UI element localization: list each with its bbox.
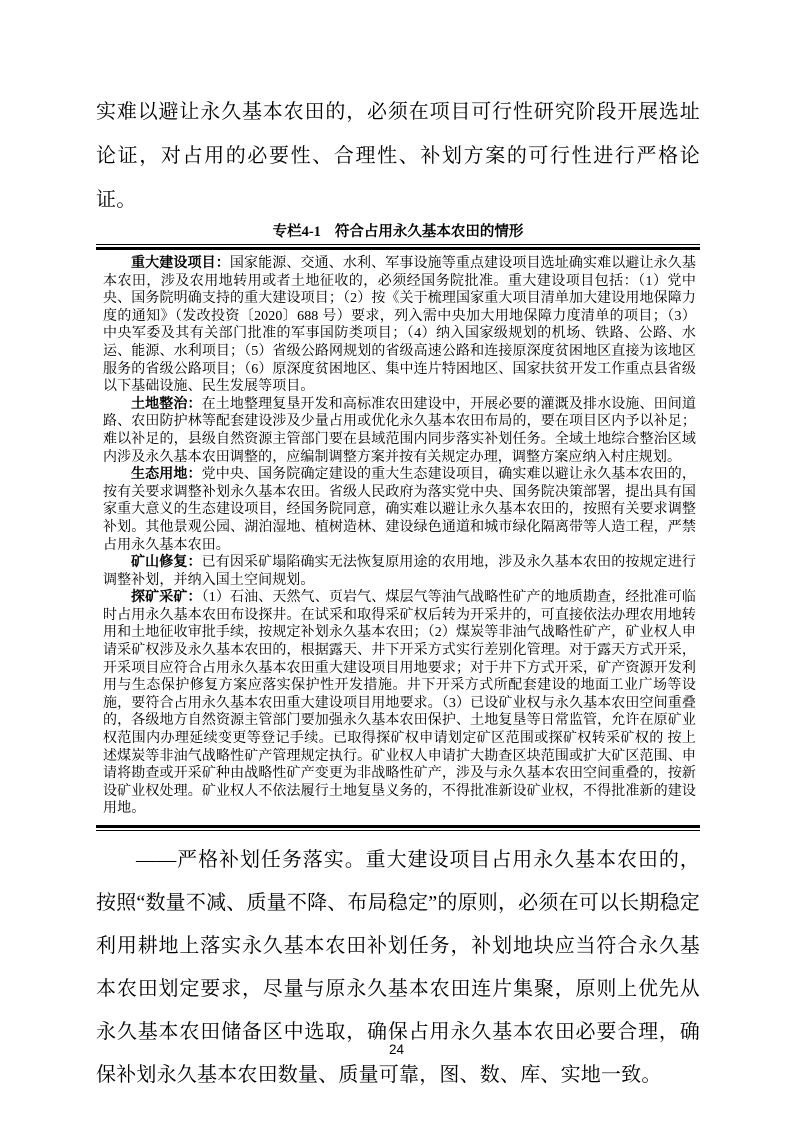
section-text: 已有因采矿塌陷确实无法恢复原用途的农用地，涉及永久基本农田的按规定进行调整补划，并纳入国土空间规划。: [103, 555, 697, 588]
box-label: 专栏4-1: [272, 224, 321, 240]
intro-paragraph: 实难以避让永久基本农田的，必须在项目可行性研究阶段开展选址论证，对占用的必要性、合理性、补划方案的可行性进行严格论证。: [96, 101, 700, 211]
box-title: [96, 222, 700, 244]
box-paragraph-mine-restoration: [103, 554, 696, 589]
section-text: （1）石油、天然气、页岩气、煤层气等油气战略性矿产的地质勘查，经批准可临时占用永久基本农田布设探井。在试采和取得采矿权后转为开采井的，可直接依法办理农用地转用和土地征收审批手续，按规定补划永久基本农田；（2）煤炭等非油气战略性矿产，矿业权人申请采矿权涉及永久基本农田的，根据露天、井下开采方式实行差别化管理。对于露天方式开采，开采项目应符合占用永久基本农田重大建设项目用地要求；对于井下方式开采，矿产资源开发利用与生态保护修复方案应落实保护性开发措施。井下开采方式所配套建设的地面工业广场等设施，要符合占用永久基本农田重大建设项目用地要求。（3）已设矿业权与永久基本农田空间重叠的，各级地方自然资源主管部门要加强永久基本农田保护、土地复垦等日常监管，允许在原矿业权范围内办理延续变更等登记手续。已取得探矿权申请划定矿区范围或探矿权转采矿权的 按上述煤炭等非油气战略性矿产管理规定执行。矿业权人申请扩大勘查区块范围或扩大矿区范围、申请将勘查或开采矿种由战略性矿产变更为非战略性矿产，涉及与永久基本农田空间重叠的，按新设矿业权处理。矿业权人不依法履行土地复垦义务的，不得批准新设矿业权，不得批准新的建设用地。: [103, 590, 697, 817]
section-text: 党中央、国务院确定建设的重大生态建设项目，确实难以避让永久基本农田的，按有关要求调整补划永久基本农田。省级人民政府为落实党中央、国务院决策部署，提出具有国家重大意义的生态建设项目，经国务院同意，确实难以避让永久基本农田的，按照有关要求调整补划。其他景观公园、湖泊湿地、植树造林、建设绿色通道和城市绿化隔离带等人造工程，严禁占用永久基本农田。: [103, 467, 697, 553]
section-lead: 矿山修复：: [131, 555, 202, 571]
box-title-text: 符合占用永久基本农田的情形: [334, 224, 524, 240]
box-body: [96, 250, 700, 825]
section-text: 国家能源、交通、水利、军事设施等重点建设项目选址确实难以避让永久基本农田，涉及农用地转用或者土地征收的，必须经国务院批准。重大建设项目包括：（1）党中央、国务院明确支持的重大建设项目；（2）按《关于梳理国家重大项目清单加大建设用地保障力度的通知》（发改投资〔2020〕688 号）要求，列入需中央加大用地保障力度清单的项目；（3）中央军委及其有关部门批准的军事国防类项目；（4）纳入国家级规划的机场、铁路、公路、水运、能源、水利项目；（5）省级公路网规划的省级高速公路和连接原深度贫困地区直接为该地区服务的省级公路项目；（6）原深度贫困地区、集中连片特困地区、国家扶贫开发工作重点县省级以下基础设施、民生发展等项目。: [103, 256, 696, 395]
section-lead: 探矿采矿：: [131, 590, 202, 606]
box-paragraph-major-projects: [103, 255, 696, 396]
section-lead: 土地整治：: [131, 396, 202, 412]
closing-paragraph: ——严格补划任务落实。重大建设项目占用永久基本农田的，按照“数量不减、质量不降、布局稳定”的原则，必须在可以长期稳定利用耕地上落实永久基本农田补划任务，补划地块应当符合永久基本农田划定要求，尽量与原永久基本农田连片集聚，原则上优先从永久基本农田储备区中选取，确保占用永久基本农田必要合理，确保补划永久基本农田数量、质量可靠，图、数、库、实地一致。: [96, 849, 700, 1086]
section-lead: 生态用地：: [131, 467, 202, 483]
callout-box: [96, 222, 700, 831]
box-paragraph-land-consolidation: [103, 396, 696, 466]
section-text: 在土地整理复垦开发和高标准农田建设中，开展必要的灌溉及排水设施、田间道路、农田防护林等配套建设涉及少量占用或优化永久基本农田布局的，要在项目区内予以补足；难以补足的，县级自然资源主管部门要在县域范围内同步落实补划任务。全域土地综合整治区域内涉及永久基本农田调整的，应编制调整方案并按有关规定办理，调整方案应纳入村庄规划。: [103, 396, 697, 465]
box-paragraph-ecological-land: [103, 466, 696, 554]
section-lead: 重大建设项目：: [131, 256, 230, 271]
box-bottom-rule: [96, 825, 700, 831]
page-number: 24: [388, 1042, 405, 1057]
box-paragraph-mining-exploration: [103, 589, 696, 818]
